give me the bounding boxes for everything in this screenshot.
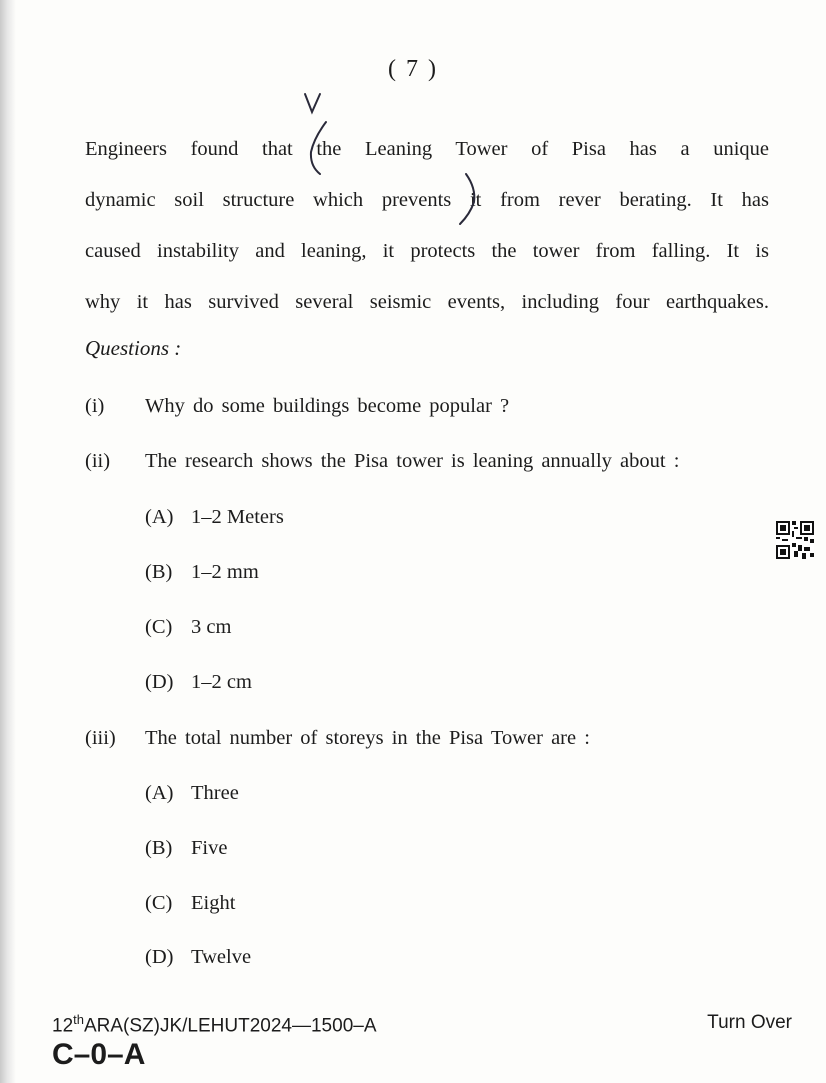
paper-code-sup: th (73, 1012, 84, 1027)
question-3 (85, 727, 590, 750)
option-ii-d (145, 671, 252, 694)
question-text: The research shows the Pisa tower is leaning annually about : (145, 450, 680, 472)
question-number: (i) (85, 395, 105, 417)
option-iii-b (145, 837, 227, 860)
question-2 (85, 450, 679, 473)
question-1 (85, 395, 509, 418)
qr-code-icon (776, 521, 814, 559)
question-number: (ii) (85, 450, 111, 472)
option-text: Twelve (191, 946, 252, 968)
page-number: ( 7 ) (388, 56, 438, 82)
passage-line: dynamic soil structure which prevents it from rever berating. It has (85, 189, 769, 211)
paper-code (52, 1012, 377, 1037)
option-letter: (A) (145, 506, 174, 528)
option-text: Three (191, 782, 239, 804)
turn-over-label: Turn Over (707, 1012, 792, 1033)
option-text: Five (191, 837, 228, 859)
passage-line: caused instability and leaning, it protects the tower from falling. It is (85, 240, 769, 262)
option-letter: (C) (145, 616, 173, 638)
question-text: The total number of storeys in the Pisa Tower are : (145, 727, 590, 749)
paper-set: C–0–A (52, 1038, 146, 1071)
scan-edge (0, 0, 16, 1083)
paper-code-rest: ARA(SZ)JK/LEHUT2024—1500–A (83, 1015, 377, 1037)
option-iii-a (145, 782, 239, 805)
option-text: Eight (191, 892, 236, 914)
option-text: 1–2 Meters (191, 506, 284, 528)
paper-code-prefix: 12 (52, 1015, 74, 1037)
option-text: 1–2 cm (191, 671, 252, 693)
option-letter: (A) (145, 782, 174, 804)
option-iii-c (145, 892, 235, 915)
option-ii-a (145, 506, 284, 529)
passage-line: Engineers found that the Leaning Tower of Pisa has a unique (85, 138, 769, 160)
option-ii-c (145, 616, 231, 639)
option-text: 1–2 mm (191, 561, 259, 583)
option-letter: (C) (145, 892, 173, 914)
option-iii-d (145, 946, 251, 969)
question-number: (iii) (85, 727, 116, 749)
option-letter: (D) (145, 671, 174, 693)
option-letter: (B) (145, 561, 173, 583)
passage (85, 124, 769, 328)
option-letter: (B) (145, 837, 173, 859)
option-ii-b (145, 561, 259, 584)
passage-line: why it has survived several seismic events, including four earthquakes. (85, 291, 769, 313)
questions-heading: Questions : (85, 336, 182, 360)
option-text: 3 cm (191, 616, 232, 638)
question-text: Why do some buildings become popular ? (145, 395, 510, 417)
option-letter: (D) (145, 946, 174, 968)
